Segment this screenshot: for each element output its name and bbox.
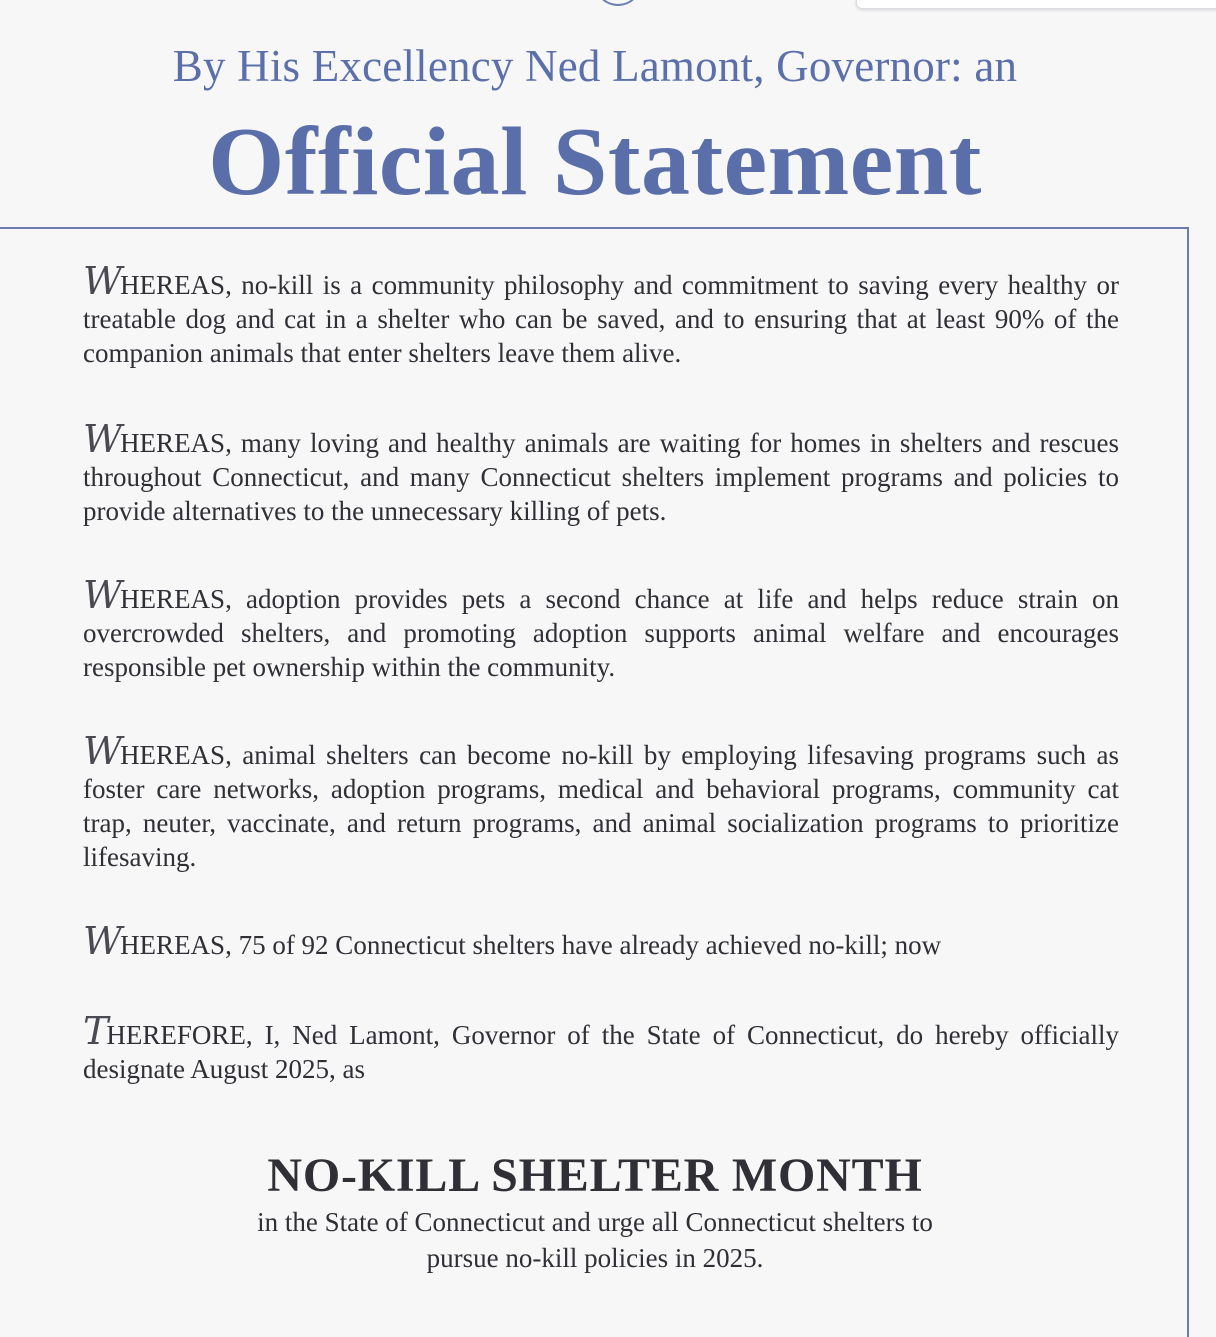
whereas-paragraph-2 <box>83 417 1119 528</box>
therefore-paragraph <box>83 1009 1119 1086</box>
whereas-paragraph-3 <box>83 573 1119 684</box>
decorative-initial: W <box>83 919 121 963</box>
decorative-initial: W <box>83 417 121 461</box>
paragraph-text: HEREAS, adoption provides pets a second chance at life and helps reduce strain on overcrowded shelters, and promoting adoption supports animal welfare and encourages responsible pet ownership within the community. <box>83 584 1119 682</box>
paragraph-text: HEREAS, 75 of 92 Connecticut shelters have already achieved no-kill; now <box>120 930 942 960</box>
statement-title: Official Statement <box>208 108 982 216</box>
paragraph-text: HEREFORE, I, Ned Lamont, Governor of the State of Connecticut, do hereby officially designate August 2025, as <box>83 1020 1119 1084</box>
whereas-paragraph-1 <box>83 259 1119 370</box>
paragraph-text: HEREAS, no-kill is a community philosophy and commitment to saving every healthy or treatable dog and cat in a shelter who can be saved, and to ensuring that at least 90% of the companion animals that enter shelters leave them alive. <box>83 270 1119 368</box>
decorative-initial: T <box>83 1009 107 1053</box>
paragraph-text: HEREAS, animal shelters can become no-kill by employing lifesaving programs such as foster care networks, adoption programs, medical and behavioral programs, community cat trap, neuter, vaccinate, and return programs, and animal socialization programs to prioritize lifesaving. <box>83 740 1119 872</box>
whereas-paragraph-4 <box>83 729 1119 874</box>
decorative-initial: W <box>83 729 121 773</box>
whereas-paragraph-5 <box>83 919 1119 963</box>
decorative-initial: W <box>83 259 121 303</box>
designation-title: NO-KILL SHELTER MONTH <box>267 1149 923 1202</box>
governor-byline: By His Excellency Ned Lamont, Governor: an <box>172 41 1018 91</box>
designation-line-2: pursue no-kill policies in 2025. <box>426 1243 764 1273</box>
paragraph-text: HEREAS, many loving and healthy animals are waiting for homes in shelters and rescues throughout Connecticut, and many Connecticut shelters implement programs and policies to provide alternatives to the unnecessary killing of pets. <box>83 428 1119 526</box>
statement-header <box>0 0 1190 228</box>
decorative-initial: W <box>83 573 121 617</box>
designation-line-1: in the State of Connecticut and urge all Connecticut shelters to <box>257 1207 933 1237</box>
designation-text <box>0 1204 1190 1276</box>
